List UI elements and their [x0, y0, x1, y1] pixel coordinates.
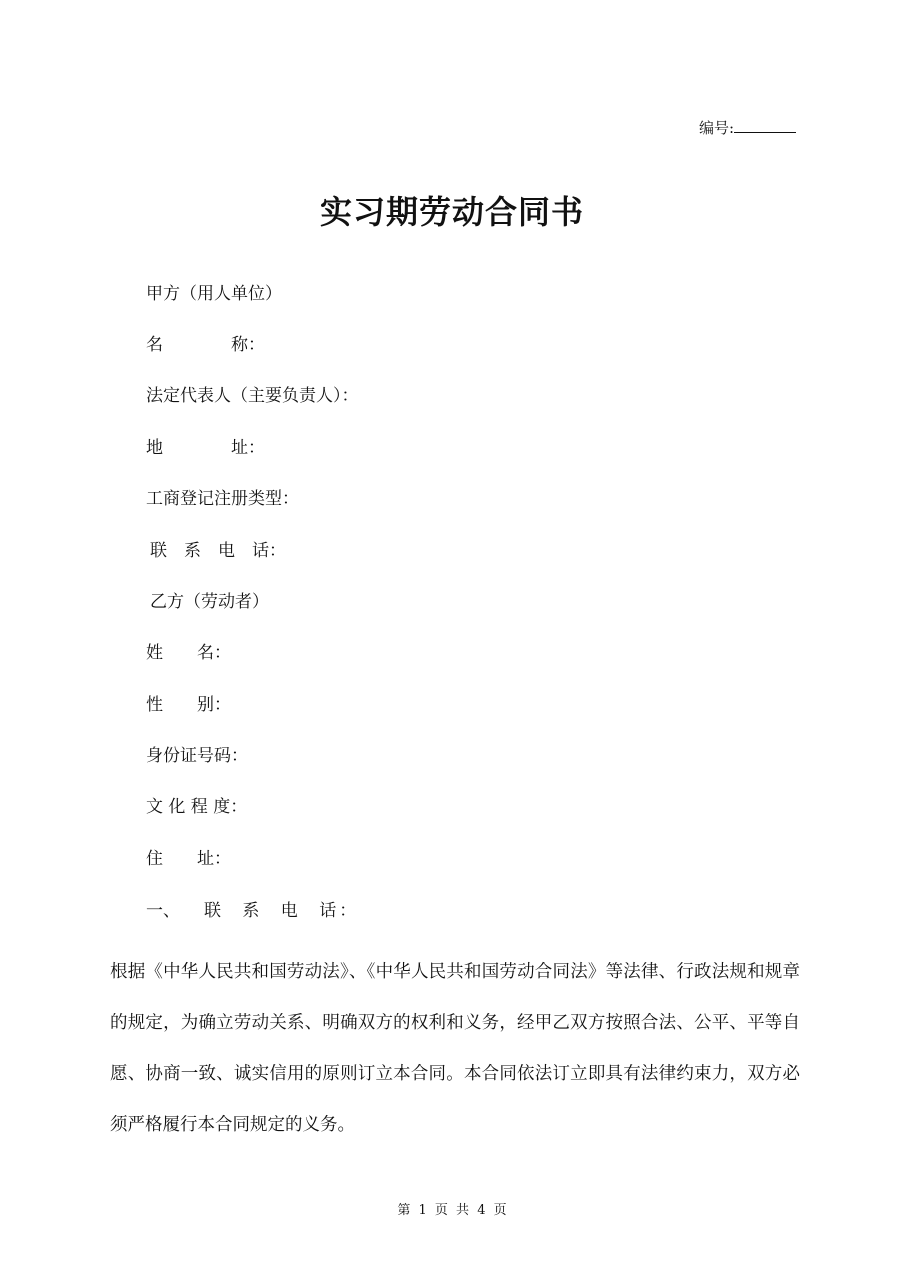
party-b-gender-label: 性 别：	[146, 695, 231, 715]
party-a-address-label: 地 址：	[146, 438, 265, 458]
party-a-registration-type-label: 工商登记注册类型：	[146, 489, 299, 509]
document-title: 实习期劳动合同书	[319, 193, 584, 231]
party-b-name-label: 姓 名：	[146, 643, 231, 663]
serial-number-blank[interactable]	[734, 116, 796, 133]
party-a-representative-label: 法定代表人（主要负责人）：	[146, 386, 359, 406]
party-b-education-label: 文 化 程 度：	[146, 797, 248, 817]
serial-number-label: 编号:	[698, 119, 734, 137]
party-a-heading: 甲方（用人单位）	[146, 284, 282, 304]
party-a-name-label: 名 称：	[146, 335, 265, 355]
page-number: 第 1 页 共 4 页	[397, 1203, 507, 1218]
party-a-phone-label: 联 系 电 话：	[150, 541, 286, 561]
party-b-heading: 乙方（劳动者）	[150, 592, 269, 612]
contract-preamble-paragraph: 根据《中华人民共和国劳动法》、《中华人民共和国劳动合同法》等法律、行政法规和规章的规定，为确立劳动关系、明确双方的权利和义务，经甲乙双方按照合法、公平、平等自愿、协商一致、诚实信用的原则订立本合同。本合同依法订立即具有法律约束力，双方必须严格履行本合同规定的义务。	[110, 962, 800, 1135]
serial-number	[699, 116, 796, 139]
party-b-address-label: 住 址：	[146, 849, 231, 869]
party-b-id-label: 身份证号码：	[146, 746, 248, 766]
clause-one-label: 联 系 电 话：	[204, 901, 360, 921]
clause-one-number: 一、	[146, 901, 180, 921]
